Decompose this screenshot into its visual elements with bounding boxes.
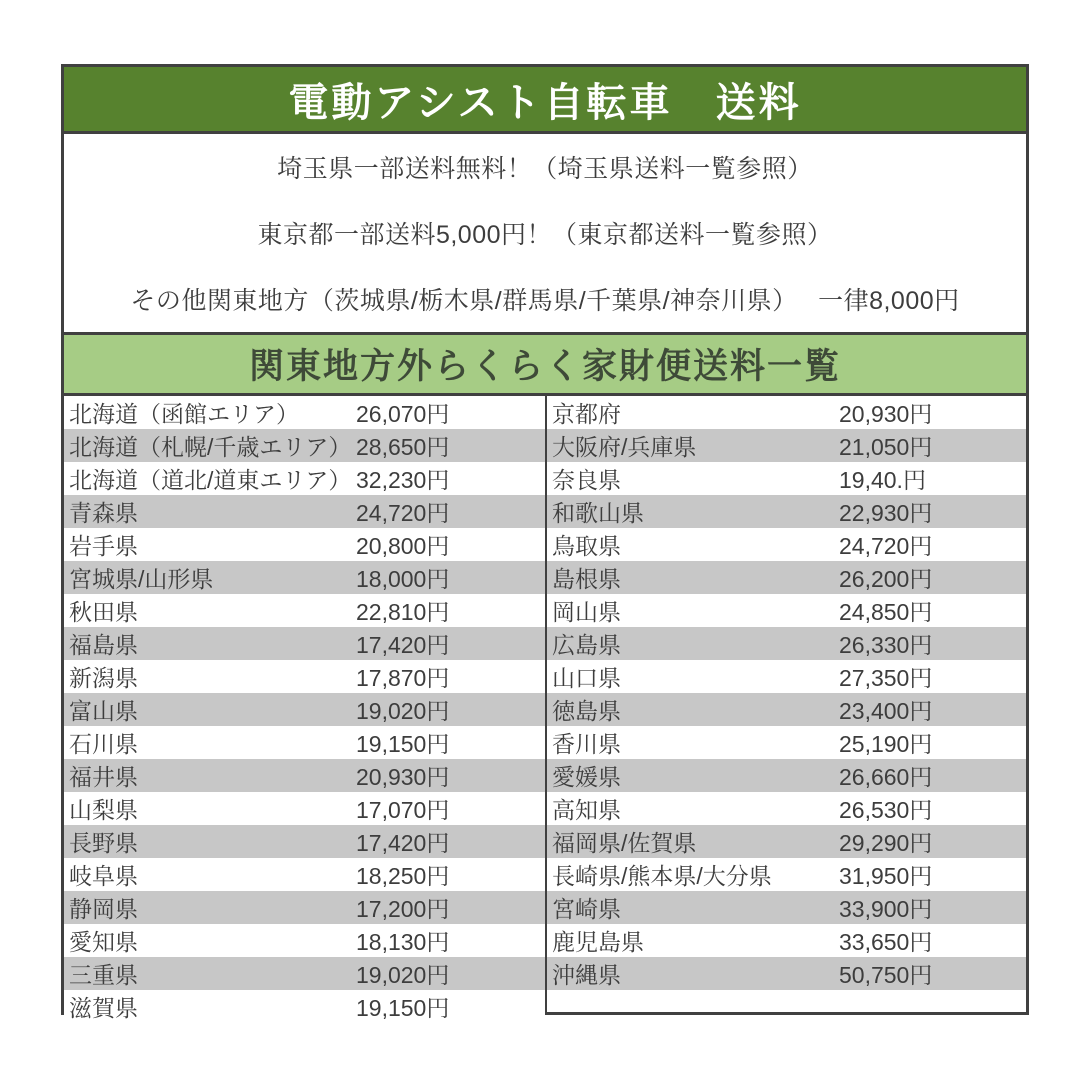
table-row [547,825,1026,858]
page-title: 電動アシスト自転車 送料 [288,80,802,125]
region-name: 石川県 [69,731,138,757]
table-row [64,858,545,891]
table-row [64,891,545,924]
shipping-price: 20,930円 [839,401,933,427]
table-row [547,561,1026,594]
shipping-price: 27,350円 [839,665,933,691]
region-name: 愛知県 [69,929,138,955]
table-row [64,462,545,495]
table-row [64,660,545,693]
table-row [64,396,545,429]
table-row [64,726,545,759]
shipping-price: 18,130円 [356,929,450,955]
region-name: 長野県 [69,830,138,856]
shipping-price: 24,720円 [839,533,933,559]
region-name: 岩手県 [69,533,138,559]
table-row [64,561,545,594]
shipping-price: 25,190円 [839,731,933,757]
shipping-price: 22,810円 [356,599,450,625]
table-row [64,627,545,660]
table-row-empty [547,990,1026,1012]
shipping-price: 18,250円 [356,863,450,889]
table-row [64,792,545,825]
region-name: 福島県 [69,632,138,658]
region-name: 北海道（札幌/千歳エリア） [69,434,352,460]
shipping-price: 26,330円 [839,632,933,658]
table-row [547,726,1026,759]
table-row [64,924,545,957]
table-row [64,594,545,627]
shipping-notes [64,134,1026,332]
main-title-banner [64,67,1026,134]
shipping-price: 22,930円 [839,500,933,526]
shipping-price: 19,020円 [356,698,450,724]
shipping-info-sheet [61,64,1029,1021]
table-row [547,693,1026,726]
note-saitama: 埼玉県一部送料無料！（埼玉県送料一覧参照） [277,155,813,183]
shipping-price: 26,530円 [839,797,933,823]
table-row [64,825,545,858]
note-tokyo: 東京都一部送料5,000円！（東京都送料一覧参照） [257,221,833,249]
shipping-price: 33,900円 [839,896,933,922]
region-name: 三重県 [69,962,138,988]
region-name: 静岡県 [69,896,138,922]
region-name: 愛媛県 [552,764,621,790]
table-row [64,990,545,1023]
table-row [547,660,1026,693]
table-row [64,957,545,990]
shipping-price: 19,150円 [356,995,450,1021]
table-row [64,693,545,726]
shipping-price: 19,40.円 [839,467,926,493]
table-row [547,924,1026,957]
shipping-price: 18,000円 [356,566,450,592]
shipping-price: 17,420円 [356,830,450,856]
region-name: 滋賀県 [69,995,138,1021]
table-row [64,429,545,462]
shipping-price: 23,400円 [839,698,933,724]
note-other-kanto: その他関東地方（茨城県/栃木県/群馬県/千葉県/神奈川県） 一律8,000円 [130,287,960,315]
table-column-right [545,396,1026,1012]
table-row [547,957,1026,990]
region-name: 青森県 [69,500,138,526]
table-row [547,792,1026,825]
region-name: 富山県 [69,698,138,724]
table-title: 関東地方外らくらく家財便送料一覧 [248,347,841,386]
table-row [547,429,1026,462]
region-name: 宮崎県 [552,896,621,922]
region-name: 香川県 [552,731,621,757]
table-row [547,495,1026,528]
table-row [547,396,1026,429]
table-row [547,594,1026,627]
region-name: 宮城県/山形県 [69,566,214,592]
region-name: 山口県 [552,665,621,691]
region-name: 岐阜県 [69,863,138,889]
shipping-price: 19,020円 [356,962,450,988]
shipping-price: 17,070円 [356,797,450,823]
table-column-left [64,396,545,1021]
region-name: 新潟県 [69,665,138,691]
region-name: 和歌山県 [552,500,644,526]
table-title-banner [64,332,1026,396]
shipping-price: 26,200円 [839,566,933,592]
shipping-price: 31,950円 [839,863,933,889]
shipping-price: 33,650円 [839,929,933,955]
region-name: 福岡県/佐賀県 [552,830,697,856]
region-name: 広島県 [552,632,621,658]
table-row [547,627,1026,660]
region-name: 沖縄県 [552,962,621,988]
region-name: 奈良県 [552,467,621,493]
shipping-price: 50,750円 [839,962,933,988]
shipping-price: 32,230円 [356,467,450,493]
region-name: 北海道（函館エリア） [69,401,299,427]
region-name: 福井県 [69,764,138,790]
shipping-price: 20,800円 [356,533,450,559]
shipping-price: 17,420円 [356,632,450,658]
shipping-fee-table [64,396,1026,1021]
region-name: 大阪府/兵庫県 [552,434,697,460]
shipping-price: 21,050円 [839,434,933,460]
table-row [547,528,1026,561]
region-name: 島根県 [552,566,621,592]
table-row [547,759,1026,792]
table-row [64,528,545,561]
shipping-price: 17,200円 [356,896,450,922]
table-row [547,891,1026,924]
region-name: 徳島県 [552,698,621,724]
shipping-price: 26,070円 [356,401,450,427]
table-row [64,759,545,792]
region-name: 鳥取県 [552,533,621,559]
region-name: 岡山県 [552,599,621,625]
shipping-price: 24,850円 [839,599,933,625]
shipping-price: 29,290円 [839,830,933,856]
shipping-price: 20,930円 [356,764,450,790]
shipping-price: 26,660円 [839,764,933,790]
region-name: 北海道（道北/道東エリア） [69,467,352,493]
region-name: 長崎県/熊本県/大分県 [552,863,772,889]
region-name: 京都府 [552,401,621,427]
shipping-price: 17,870円 [356,665,450,691]
shipping-price: 28,650円 [356,434,450,460]
table-row [547,858,1026,891]
shipping-price: 19,150円 [356,731,450,757]
table-row [547,462,1026,495]
region-name: 鹿児島県 [552,929,644,955]
region-name: 山梨県 [69,797,138,823]
shipping-price: 24,720円 [356,500,450,526]
region-name: 秋田県 [69,599,138,625]
table-row [64,495,545,528]
region-name: 高知県 [552,797,621,823]
